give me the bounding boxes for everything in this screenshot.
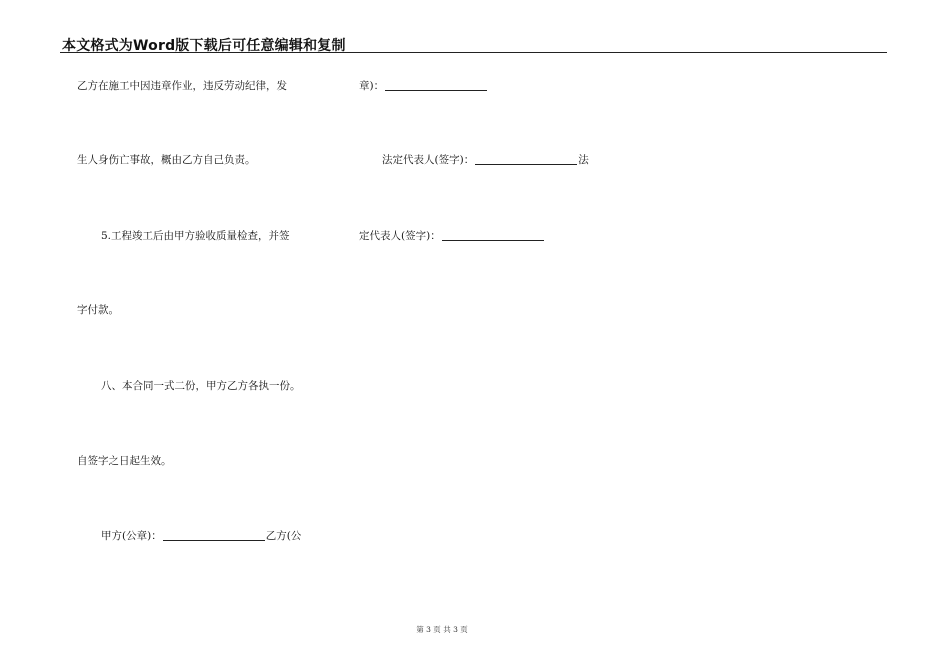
clause-line-6: 自签字之日起生效。 bbox=[77, 455, 172, 467]
right-line-2 bbox=[382, 153, 589, 167]
clause-line-2: 生人身伤亡事故，概由乙方自己负责。 bbox=[77, 154, 256, 166]
legal-rep-label-cont: 法 bbox=[578, 154, 589, 166]
page-footer: 第 3 页 共 3 页 bbox=[416, 625, 468, 634]
legal-rep-label: 法定代表人(签字)： bbox=[382, 154, 475, 166]
right-line-3 bbox=[359, 229, 545, 243]
clause-line-3: 5.工程竣工后由甲方验收质量检查，并签 bbox=[101, 230, 290, 242]
legal-rep-blank[interactable] bbox=[475, 164, 577, 165]
clause-line-1: 乙方在施工中因违章作业，违反劳动纪律，发 bbox=[77, 80, 287, 92]
header-rule bbox=[60, 52, 887, 53]
header-title: 本文格式为Word版下载后可任意编辑和复制 bbox=[62, 38, 346, 54]
legal-rep-label-2: 定代表人(签字)： bbox=[359, 230, 441, 242]
seal-blank[interactable] bbox=[385, 90, 487, 91]
party-a-seal-label: 甲方(公章)： bbox=[101, 530, 162, 542]
legal-rep-blank-2[interactable] bbox=[442, 240, 544, 241]
party-a-seal-blank[interactable] bbox=[163, 540, 265, 541]
right-line-1 bbox=[359, 79, 488, 93]
clause-line-5: 八、本合同一式二份，甲方乙方各执一份。 bbox=[101, 380, 301, 392]
party-b-seal-label: 乙方(公 bbox=[265, 530, 302, 542]
signature-line-party-a bbox=[101, 529, 301, 543]
clause-line-4: 字付款。 bbox=[77, 304, 119, 316]
seal-label-cont: 章)： bbox=[359, 80, 385, 92]
